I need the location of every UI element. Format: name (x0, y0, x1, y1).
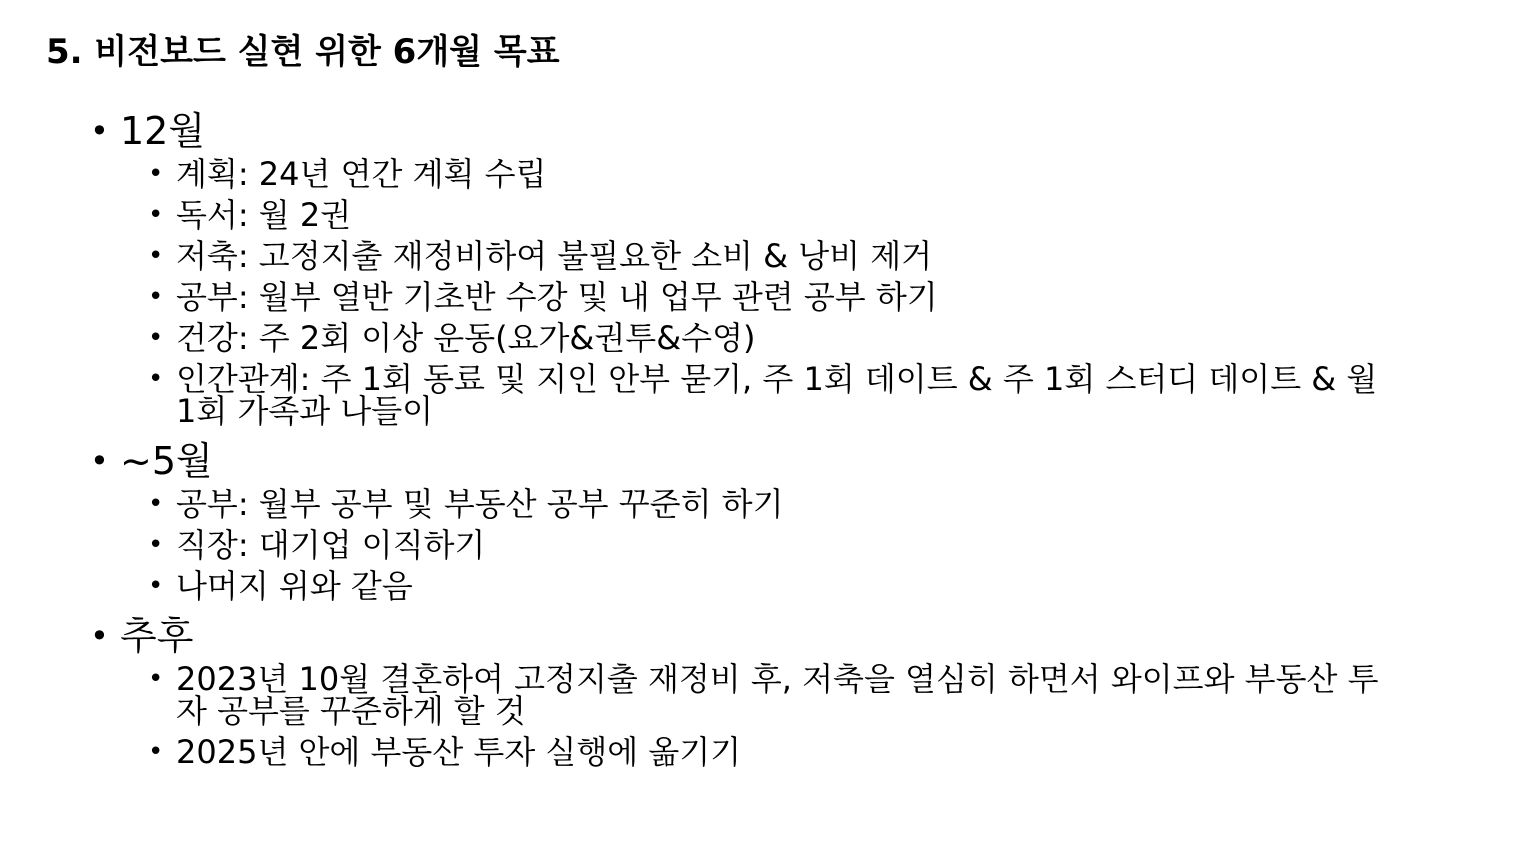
list-item-text: 공부: 월부 공부 및 부동산 공부 꾸준히 하기 (176, 485, 784, 523)
list-item-text: 인간관계: 주 1회 동료 및 지인 안부 묻기, 주 1회 데이트 & 주 1회 스터디 데이트 & 월 1회 가족과 나들이 (176, 360, 1378, 430)
list-item-text: 공부: 월부 열반 기초반 수강 및 내 업무 관련 공부 하기 (176, 278, 938, 316)
list-item (120, 485, 1380, 523)
section-list (90, 106, 1380, 771)
list-item-text: 나머지 위와 같음 (176, 567, 413, 605)
bullet-icon: • (148, 364, 164, 394)
bullet-icon: • (148, 737, 164, 767)
bullet-icon: • (90, 617, 109, 655)
list-item (120, 319, 1380, 357)
list-item (120, 278, 1380, 316)
item-list (120, 485, 1380, 605)
list-item (120, 237, 1380, 275)
section-until-may (90, 436, 1380, 605)
bullet-icon: • (148, 489, 164, 519)
list-item-text: 독서: 월 2권 (176, 196, 352, 234)
section-heading: 추후 (120, 614, 194, 658)
bullet-icon: • (148, 323, 164, 353)
list-item (120, 733, 1380, 771)
list-item (120, 660, 1380, 730)
bullet-icon: • (148, 241, 164, 271)
slide-title: 5. 비전보드 실현 위한 6개월 목표 (46, 32, 560, 72)
section-later (90, 611, 1380, 771)
section-heading: ~5월 (120, 439, 213, 483)
item-list (120, 660, 1380, 771)
section-heading: 12월 (120, 109, 206, 153)
list-item (120, 567, 1380, 605)
bullet-icon: • (148, 571, 164, 601)
list-item (120, 360, 1380, 430)
list-item-text: 계획: 24년 연간 계획 수립 (176, 155, 547, 193)
list-item-text: 직장: 대기업 이직하기 (176, 526, 486, 564)
bullet-icon: • (148, 159, 164, 189)
bullet-icon: • (148, 530, 164, 560)
item-list (120, 155, 1380, 430)
bullet-icon: • (90, 112, 109, 150)
list-item (120, 155, 1380, 193)
list-item (120, 526, 1380, 564)
bullet-icon: • (148, 664, 164, 694)
bullet-icon: • (90, 442, 109, 480)
slide-content (90, 106, 1380, 777)
list-item-text: 2023년 10월 결혼하여 고정지출 재정비 후, 저축을 열심히 하면서 와이프와 부동산 투자 공부를 꾸준하게 할 것 (176, 660, 1379, 730)
list-item (120, 196, 1380, 234)
list-item-text: 건강: 주 2회 이상 운동(요가&권투&수영) (176, 319, 756, 357)
section-december (90, 106, 1380, 430)
bullet-icon: • (148, 282, 164, 312)
list-item-text: 저축: 고정지출 재정비하여 불필요한 소비 & 낭비 제거 (176, 237, 933, 275)
bullet-icon: • (148, 200, 164, 230)
list-item-text: 2025년 안에 부동산 투자 실행에 옮기기 (176, 733, 742, 771)
